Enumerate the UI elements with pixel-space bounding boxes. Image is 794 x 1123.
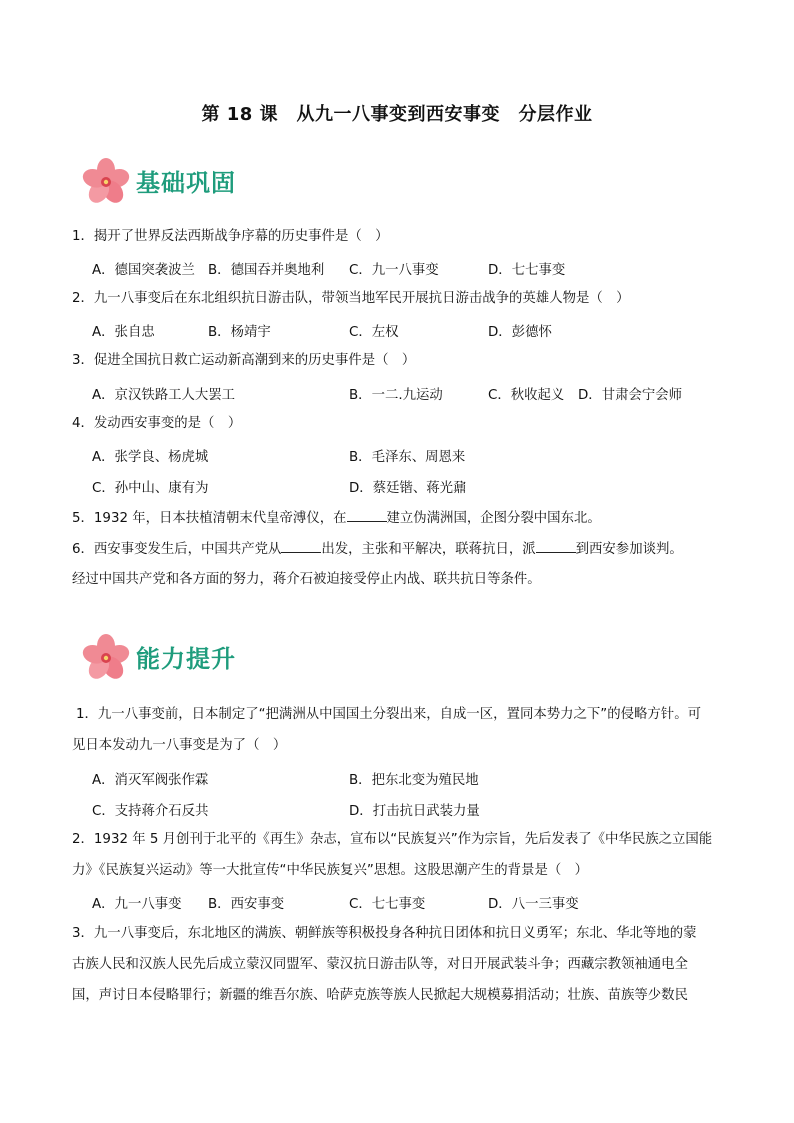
question-stem: 2．1932 年 5 月创刊于北平的《再生》杂志，宣布以“民族复兴”作为宗旨，先后发表了《中华民族之立国能 <box>72 832 713 847</box>
section-header-basic <box>78 152 236 208</box>
fill-in-question <box>72 509 722 528</box>
option-a: A．京汉铁路工人大罢工 <box>92 388 236 403</box>
section-title: 基础巩固 <box>136 168 236 197</box>
answer-blank[interactable] <box>347 509 387 522</box>
option-c: C．孙中山、康有为 <box>92 481 209 496</box>
fill-in-question <box>72 540 722 559</box>
question-text: 到西安参加谈判。 <box>575 542 683 557</box>
answer-blank[interactable] <box>536 540 576 553</box>
question-text: 建立伪满洲国，企图分裂中国东北。 <box>386 511 601 526</box>
question-stem: 国，声讨日本侵略罪行；新疆的维吾尔族、哈萨克族等族人民掀起大规模募捐活动；壮族、苗族等少数民 <box>72 988 688 1003</box>
question-text: 经过中国共产党和各方面的努力，蒋介石被迫接受停止内战、联共抗日等条件。 <box>72 572 541 587</box>
question-text: 6．西安事变发生后，中国共产党从 <box>72 542 282 557</box>
question-text: 5．1932 年，日本扶植清朝末代皇帝溥仪，在 <box>72 511 347 526</box>
flower-icon <box>78 628 134 684</box>
option-d: D．彭德怀 <box>488 325 552 340</box>
option-c: C．秋收起义 <box>488 388 565 403</box>
flower-icon <box>78 152 134 208</box>
option-b: B．毛泽东、周恩来 <box>349 450 466 465</box>
option-b: B．一二.九运动 <box>349 388 443 403</box>
option-b: B．西安事变 <box>208 897 285 912</box>
option-b: B．德国吞并奥地利 <box>208 263 325 278</box>
option-a: A．张自忠 <box>92 325 155 340</box>
question-stem: 3．促进全国抗日救亡运动新高潮到来的历史事件是（ ） <box>72 353 416 368</box>
option-a: A．消灭军阀张作霖 <box>92 773 209 788</box>
option-c: C．左权 <box>349 325 399 340</box>
question-stem: 3．九一八事变后，东北地区的满族、朝鲜族等积极投身各种抗日团体和抗日义勇军；东北、华北等地的蒙 <box>72 926 697 941</box>
option-a: A．九一八事变 <box>92 897 182 912</box>
option-a: A．德国突袭波兰 <box>92 263 195 278</box>
option-d: D．蔡廷锴、蒋光鼐 <box>349 481 467 496</box>
answer-blank[interactable] <box>281 540 321 553</box>
question-stem: 1．九一八事变前，日本制定了“把满洲从中国国土分裂出来，自成一区，置同本势力之下”的侵略方针。可 <box>76 707 701 722</box>
section-header-advanced <box>78 628 236 684</box>
question-text: 出发，主张和平解决，联蒋抗日，派 <box>321 542 536 557</box>
option-b: B．把东北变为殖民地 <box>349 773 479 788</box>
question-stem: 古族人民和汉族人民先后成立蒙汉同盟军、蒙汉抗日游击队等，对日开展武装斗争；西藏宗教领袖通电全 <box>72 957 688 972</box>
question-stem: 4．发动西安事变的是（ ） <box>72 416 242 431</box>
option-c: C．支持蒋介石反共 <box>92 804 209 819</box>
option-b: B．杨靖宇 <box>208 325 271 340</box>
question-stem: 2．九一八事变后在东北组织抗日游击队，带领当地军民开展抗日游击战争的英雄人物是（ ） <box>72 291 630 306</box>
option-d: D．打击抗日武装力量 <box>349 804 480 819</box>
option-d: D．甘肃会宁会师 <box>578 388 683 403</box>
question-stem: 1．揭开了世界反法西斯战争序幕的历史事件是（ ） <box>72 229 389 244</box>
option-c: C．七七事变 <box>349 897 426 912</box>
page-title: 第 18 课 从九一八事变到西安事变 分层作业 <box>201 104 593 125</box>
option-c: C．九一八事变 <box>349 263 439 278</box>
question-stem: 见日本发动九一八事变是为了（ ） <box>72 738 287 753</box>
section-title: 能力提升 <box>136 644 236 673</box>
option-d: D．八一三事变 <box>488 897 579 912</box>
option-d: D．七七事变 <box>488 263 566 278</box>
option-a: A．张学良、杨虎城 <box>92 450 209 465</box>
question-stem: 力》《民族复兴运动》等一大批宣传“中华民族复兴”思想。这股思潮产生的背景是（ ） <box>72 863 589 878</box>
